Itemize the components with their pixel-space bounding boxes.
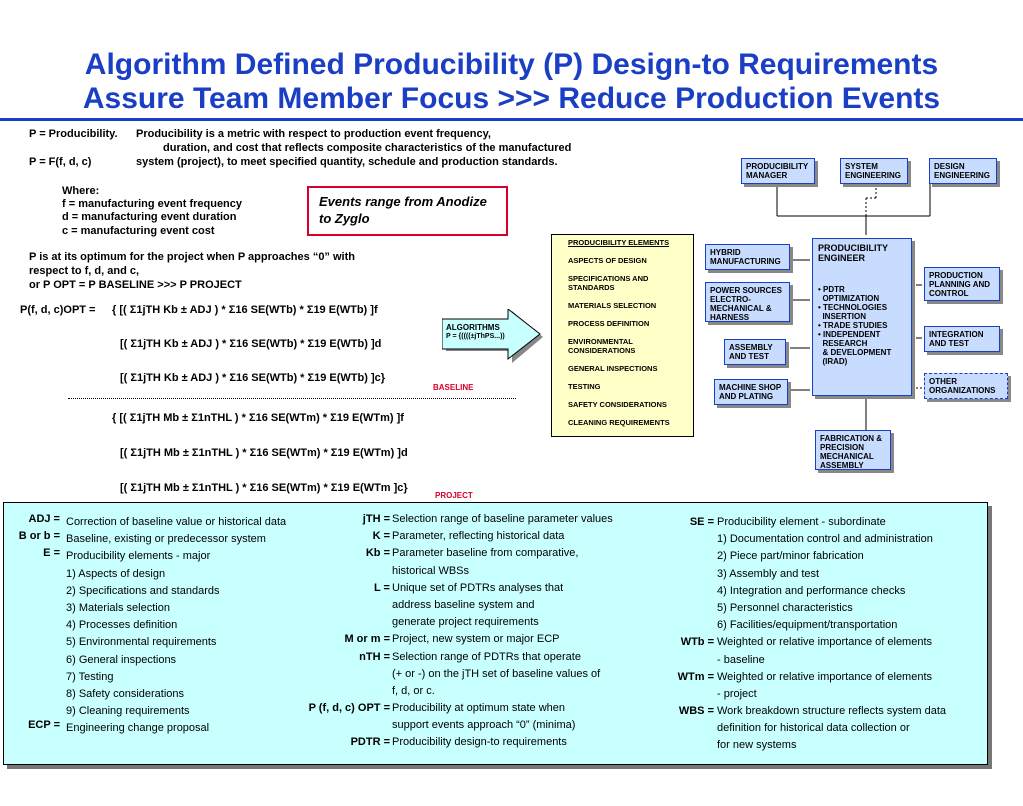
legend-definition: support events approach “0” (minima) xyxy=(392,719,576,732)
algorithms-label: ALGORITHMS xyxy=(446,323,500,332)
legend-col3_vals xyxy=(717,514,987,755)
producibility-engineer-title: PRODUCIBILITY ENGINEER xyxy=(818,243,888,263)
legend-term xyxy=(294,666,390,683)
legend-definition: for new systems xyxy=(717,739,797,752)
baseline-tag: BASELINE xyxy=(433,383,474,392)
legend-term xyxy=(654,720,714,737)
legend-definition: Producibility at optimum state when xyxy=(392,702,566,715)
legend-definition: - project xyxy=(717,687,757,700)
legend-term xyxy=(4,597,60,614)
p-function: P = F(f, d, c) xyxy=(29,156,92,168)
list-item: INSERTION xyxy=(818,312,867,321)
design-engineering-box: DESIGN ENGINEERING xyxy=(929,158,997,184)
legend-definition: 1) Documentation control and administration xyxy=(717,533,933,546)
legend-definition: 2) Specifications and standards xyxy=(66,584,220,597)
f-definition: f = manufacturing event frequency xyxy=(62,198,243,210)
list-item: RESEARCH xyxy=(818,339,868,348)
legend-term: PDTR = xyxy=(350,736,390,749)
producibility-engineer-box xyxy=(812,238,912,396)
legend-term xyxy=(294,717,390,734)
optimum-line-3: or P OPT = P BASELINE >>> P PROJECT xyxy=(29,279,242,291)
legend-definition: 9) Cleaning requirements xyxy=(66,705,190,718)
legend-term xyxy=(654,600,714,617)
hybrid-manufacturing-box: HYBRID MANUFACTURING xyxy=(705,244,790,270)
legend-term xyxy=(654,548,714,565)
legend-term xyxy=(4,666,60,683)
legend-definition: Correction of baseline value or historical data xyxy=(66,516,287,528)
legend-definition: 1) Aspects of design xyxy=(66,567,166,580)
legend-term: P (f, d, c) OPT = xyxy=(308,702,390,715)
optimum-line-2: respect to f, d, and c, xyxy=(29,265,140,277)
legend-definition: definition for historical data collection or xyxy=(717,722,910,735)
producibility-elements-list xyxy=(551,234,694,437)
legend-term xyxy=(294,614,390,631)
legend-definition: Unique set of PDTRs analyses that xyxy=(392,581,564,594)
legend-panel xyxy=(3,502,988,765)
where-label: Where: xyxy=(62,185,100,197)
assembly-test-box: ASSEMBLY AND TEST xyxy=(724,339,786,365)
legend-definition: Parameter, reflecting historical data xyxy=(392,530,565,543)
legend-term: M or m = xyxy=(344,633,390,646)
list-item: SPECIFICATIONS AND STANDARDS xyxy=(568,274,649,292)
legend-term xyxy=(4,563,60,580)
legend-definition: 3) Assembly and test xyxy=(717,567,820,580)
legend-term xyxy=(654,583,714,600)
production-planning-box: PRODUCTION PLANNING AND CONTROL xyxy=(924,267,1000,301)
page-title-line2: Assure Team Member Focus >>> Reduce Production Events xyxy=(82,82,941,115)
legend-term xyxy=(654,617,714,634)
legend-term xyxy=(4,614,60,631)
list-item: TESTING xyxy=(568,382,601,391)
title-rule xyxy=(0,118,1023,121)
legend-term xyxy=(654,566,714,583)
legend-term: K = xyxy=(372,530,390,543)
legend-definition: f, d, or c. xyxy=(392,684,435,697)
legend-term xyxy=(4,683,60,700)
legend-term: ADJ = xyxy=(28,513,60,525)
list-item: • TRADE STUDIES xyxy=(818,321,888,330)
legend-definition: Producibility element - subordinate xyxy=(717,516,886,528)
legend-definition: Project, new system or major ECP xyxy=(392,633,560,646)
legend-term: WTm = xyxy=(677,670,714,683)
legend-definition: historical WBSs xyxy=(392,564,470,577)
legend-definition: 2) Piece part/minor fabrication xyxy=(717,550,864,563)
legend-term: B or b = xyxy=(18,530,60,543)
legend-definition: - baseline xyxy=(717,653,765,666)
legend-col3_keys xyxy=(654,514,714,755)
legend-definition: Engineering change proposal xyxy=(66,722,210,735)
legend-term xyxy=(654,737,714,754)
optimum-line-1: P is at its optimum for the project when P approaches “0” with xyxy=(29,251,355,263)
p-desc-3: system (project), to meet specified quantity, schedule and production standards. xyxy=(136,156,558,168)
project-tag: PROJECT xyxy=(435,491,473,500)
list-item: ENVIRONMENTAL CONSIDERATIONS xyxy=(568,337,636,355)
legend-term xyxy=(294,683,390,700)
legend-definition: 6) Facilities/equipment/transportation xyxy=(717,619,898,632)
legend-definition: 7) Testing xyxy=(66,670,114,683)
d-definition: d = manufacturing event duration xyxy=(62,211,237,223)
legend-definition: Baseline, existing or predecessor system xyxy=(66,533,266,546)
formula-project-d: [( Σ1jTH Mb ± Σ1nTHL ) * Σ16 SE(WTm) * Σ19 E(WTm) ]d xyxy=(120,447,408,459)
formula-baseline-c: [( Σ1jTH Kb ± ADJ ) * Σ16 SE(WTb) * Σ19 E(WTb) ]c} xyxy=(120,372,385,384)
list-item: & DEVELOPMENT xyxy=(818,348,892,357)
other-organizations-box: OTHER ORGANIZATIONS xyxy=(924,373,1008,399)
legend-definition: address baseline system and xyxy=(392,598,535,611)
legend-definition: 5) Personnel characteristics xyxy=(717,601,853,614)
legend-definition: Producibility elements - major xyxy=(66,550,211,563)
legend-term: L = xyxy=(373,581,390,594)
legend-term: WBS = xyxy=(678,705,714,718)
producibility-manager-box: PRODUCIBILITY MANAGER xyxy=(741,158,815,184)
legend-definition: 6) General inspections xyxy=(66,653,177,666)
legend-definition: Weighted or relative importance of elements xyxy=(717,636,933,649)
legend-definition: generate project requirements xyxy=(392,616,539,629)
legend-definition: 4) Integration and performance checks xyxy=(717,584,906,597)
legend-term xyxy=(4,700,60,717)
list-item: SAFETY CONSIDERATIONS xyxy=(568,400,667,409)
legend-term: Kb = xyxy=(365,547,390,560)
legend-definition: Parameter baseline from comparative, xyxy=(392,547,579,560)
p-desc-1: Producibility is a metric with respect to production event frequency, xyxy=(136,128,491,140)
legend-definition: Weighted or relative importance of elements xyxy=(717,670,933,683)
legend-term xyxy=(654,652,714,669)
legend-term xyxy=(294,563,390,580)
formula-project-f: { [( Σ1jTH Mb ± Σ1nTHL ) * Σ16 SE(WTm) * Σ19 E(WTm) ]f xyxy=(112,412,404,424)
machine-shop-box: MACHINE SHOP AND PLATING xyxy=(714,379,788,405)
legend-term xyxy=(4,631,60,648)
power-sources-box: POWER SOURCES ELECTRO-MECHANICAL & HARNESS xyxy=(705,282,790,322)
legend-col2_vals xyxy=(392,511,654,752)
list-item: • INDEPENDENT xyxy=(818,330,881,339)
legend-col1_keys xyxy=(4,511,60,734)
legend-col2_keys xyxy=(294,511,390,752)
list-item: (IRAD) xyxy=(818,357,848,366)
legend-definition: 3) Materials selection xyxy=(66,601,170,614)
list-item: OPTIMIZATION xyxy=(818,294,880,303)
page-title-line1: Algorithm Defined Producibility (P) Design-to Requirements xyxy=(84,48,939,81)
legend-definition: 8) Safety considerations xyxy=(66,687,185,700)
algorithms-formula: P = {((((±jThPS...)) xyxy=(446,333,505,340)
legend-term: WTb = xyxy=(680,636,714,649)
list-item: MATERIALS SELECTION xyxy=(568,301,657,310)
formula-baseline-d: [( Σ1jTH Kb ± ADJ ) * Σ16 SE(WTb) * Σ19 E(WTb) ]d xyxy=(120,338,382,350)
legend-term: SE = xyxy=(689,516,714,528)
legend-definition: 4) Processes definition xyxy=(66,619,178,632)
events-range-callout: Events range from Anodize to Zyglo xyxy=(307,186,508,236)
legend-term: jTH = xyxy=(362,513,390,525)
legend-definition: Work breakdown structure reflects system data xyxy=(717,705,947,718)
system-engineering-box: SYSTEM ENGINEERING xyxy=(840,158,908,184)
integration-test-box: INTEGRATION AND TEST xyxy=(924,326,1000,352)
legend-term xyxy=(4,649,60,666)
elements-heading: PRODUCIBILITY ELEMENTS xyxy=(568,238,670,247)
legend-definition: Selection range of PDTRs that operate xyxy=(392,650,581,663)
list-item: CLEANING REQUIREMENTS xyxy=(568,418,670,427)
legend-term xyxy=(294,597,390,614)
list-item: ASPECTS OF DESIGN xyxy=(568,256,647,265)
formula-project-c: [( Σ1jTH Mb ± Σ1nTHL ) * Σ16 SE(WTm) * Σ19 E(WTm ]c} xyxy=(120,482,408,494)
legend-term xyxy=(654,531,714,548)
formula-lhs: P(f, d, c)OPT = xyxy=(20,304,96,316)
legend-term xyxy=(654,686,714,703)
fabrication-box: FABRICATION & PRECISION MECHANICAL ASSEMBLY xyxy=(815,430,891,470)
legend-term xyxy=(4,580,60,597)
list-item: GENERAL INSPECTIONS xyxy=(568,364,658,373)
legend-definition: (+ or -) on the jTH set of baseline values of xyxy=(392,667,601,680)
list-item: • TECHNOLOGIES xyxy=(818,303,888,312)
c-definition: c = manufacturing event cost xyxy=(62,225,215,237)
legend-term: ECP = xyxy=(28,719,60,732)
list-item: PROCESS DEFINITION xyxy=(568,319,650,328)
legend-term: nTH = xyxy=(359,650,390,663)
legend-definition: Producibility design-to requirements xyxy=(392,736,567,749)
p-desc-2: duration, and cost that reflects composite characteristics of the manufactured xyxy=(163,142,572,154)
p-label: P = Producibility. xyxy=(29,128,118,140)
legend-definition: 5) Environmental requirements xyxy=(66,636,217,649)
legend-definition: Selection range of baseline parameter values xyxy=(392,513,613,525)
formula-baseline-f: { [( Σ1jTH Kb ± ADJ ) * Σ16 SE(WTb) * Σ19 E(WTb) ]f xyxy=(112,304,378,316)
formula-divider xyxy=(68,398,516,399)
list-item: • PDTR xyxy=(818,285,845,294)
legend-term: E = xyxy=(43,547,60,560)
